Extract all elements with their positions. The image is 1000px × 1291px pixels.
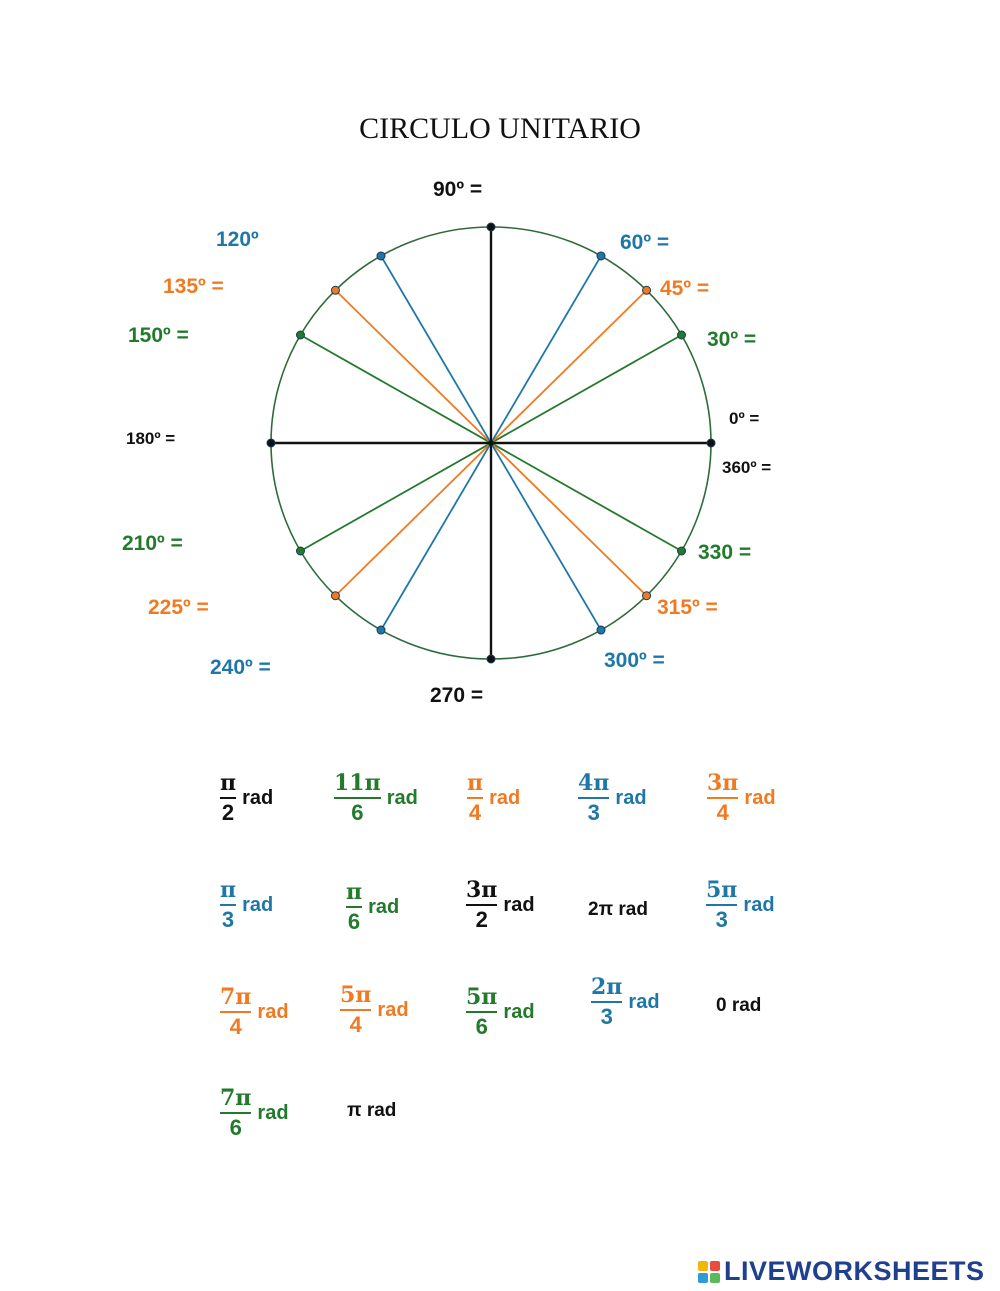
point-135-dot xyxy=(331,286,339,294)
point-0-dot xyxy=(707,439,715,447)
radian-unit: rad xyxy=(242,786,274,809)
radian-unit: rad xyxy=(503,893,535,916)
fraction-numerator: 11π xyxy=(334,770,381,796)
fraction-denominator: 3 xyxy=(600,1004,613,1029)
fraction-denominator: 6 xyxy=(351,800,364,825)
radian-item xyxy=(220,771,273,825)
radian-item xyxy=(588,899,648,921)
radian-unit: rad xyxy=(257,1101,289,1124)
radian-unit: rad xyxy=(503,1000,535,1023)
point-45-dot xyxy=(643,286,651,294)
radian-fraction xyxy=(578,771,609,825)
point-30-dot xyxy=(678,331,686,339)
fraction-bar xyxy=(466,1011,497,1013)
radian-unit: rad xyxy=(743,893,775,916)
page-title: CIRCULO UNITARIO xyxy=(359,112,641,145)
radian-fraction xyxy=(707,771,738,825)
point-60-dot xyxy=(597,252,605,260)
radian-item xyxy=(466,985,535,1039)
fraction-bar xyxy=(334,797,381,799)
radian-fraction xyxy=(706,878,737,932)
radian-item xyxy=(466,878,535,932)
origin-dot xyxy=(488,440,494,446)
radian-fraction xyxy=(340,983,371,1037)
fraction-bar xyxy=(707,797,738,799)
radian-fraction xyxy=(220,985,251,1039)
point-150-dot xyxy=(296,331,304,339)
fraction-numerator: 2π xyxy=(591,974,623,1000)
liveworksheets-logo xyxy=(698,1256,985,1287)
fraction-denominator: 4 xyxy=(229,1014,242,1039)
angle-label-330: 330 = xyxy=(698,541,752,564)
angle-label-225: 225º = xyxy=(148,596,209,619)
radian-fraction xyxy=(466,878,497,932)
radian-item xyxy=(578,771,647,825)
fraction-denominator: 6 xyxy=(229,1115,242,1140)
radian-item xyxy=(220,985,289,1039)
fraction-denominator: 6 xyxy=(347,909,361,934)
angle-label-90: 90º = xyxy=(433,178,483,201)
radian-fraction xyxy=(591,975,622,1029)
fraction-denominator: 3 xyxy=(587,800,600,825)
fraction-denominator: 3 xyxy=(715,907,728,932)
radian-fraction xyxy=(346,880,362,934)
fraction-denominator: 2 xyxy=(221,800,235,825)
radian-unit: rad xyxy=(628,990,660,1013)
radian-item xyxy=(591,975,660,1029)
fraction-numerator: 5π xyxy=(466,984,498,1010)
fraction-numerator: 4π xyxy=(578,770,610,796)
point-240-dot xyxy=(377,626,385,634)
logo-blocks-icon xyxy=(698,1261,720,1283)
angle-label-300: 300º = xyxy=(604,649,665,672)
angle-label-360: 360º = xyxy=(722,458,772,477)
angle-label-180: 180º = xyxy=(126,429,176,448)
fraction-bar xyxy=(346,906,362,908)
fraction-denominator: 4 xyxy=(349,1012,362,1037)
radian-text: π rad xyxy=(347,1100,397,1121)
fraction-numerator: 5π xyxy=(340,982,372,1008)
angle-label-30: 30º = xyxy=(707,328,757,351)
radian-item xyxy=(220,878,273,932)
radian-unit: rad xyxy=(368,895,400,918)
radian-item xyxy=(334,771,418,825)
fraction-numerator: 7π xyxy=(220,1085,252,1111)
point-90-dot xyxy=(487,223,495,231)
radian-text: 2π rad xyxy=(588,899,648,920)
fraction-bar xyxy=(220,797,236,799)
fraction-denominator: 4 xyxy=(716,800,729,825)
radian-unit: rad xyxy=(386,786,418,809)
fraction-bar xyxy=(466,904,497,906)
angle-label-135: 135º = xyxy=(163,275,224,298)
fraction-bar xyxy=(578,797,609,799)
angle-label-60: 60º = xyxy=(620,231,670,254)
angle-label-270: 270 = xyxy=(430,684,484,707)
radian-item xyxy=(220,1086,289,1140)
fraction-numerator: 7π xyxy=(220,984,252,1010)
fraction-bar xyxy=(220,1112,251,1114)
logo-text: LIVEWORKSHEETS xyxy=(724,1256,985,1286)
angle-label-240: 240º = xyxy=(210,656,271,679)
angle-label-150: 150º = xyxy=(128,324,189,347)
fraction-numerator: π xyxy=(467,770,484,796)
radian-item xyxy=(347,1100,396,1122)
point-330-dot xyxy=(678,547,686,555)
radian-fraction xyxy=(220,878,236,932)
fraction-numerator: 3π xyxy=(466,877,498,903)
radian-item xyxy=(707,771,776,825)
radian-unit: rad xyxy=(744,786,776,809)
point-180-dot xyxy=(267,439,275,447)
fraction-bar xyxy=(220,1011,251,1013)
fraction-numerator: π xyxy=(346,879,363,905)
angle-label-120: 120º xyxy=(216,228,259,251)
point-315-dot xyxy=(643,592,651,600)
point-210-dot xyxy=(296,547,304,555)
fraction-denominator: 3 xyxy=(221,907,235,932)
radian-fraction xyxy=(220,1086,251,1140)
fraction-bar xyxy=(467,797,483,799)
radian-fraction xyxy=(466,985,497,1039)
point-300-dot xyxy=(597,626,605,634)
fraction-numerator: π xyxy=(220,770,237,796)
radian-unit: rad xyxy=(489,786,521,809)
radian-fraction xyxy=(220,771,236,825)
point-270-dot xyxy=(487,655,495,663)
fraction-denominator: 6 xyxy=(475,1014,488,1039)
fraction-numerator: 5π xyxy=(706,877,738,903)
radian-item xyxy=(346,880,399,934)
fraction-numerator: 3π xyxy=(707,770,739,796)
radian-fraction xyxy=(467,771,483,825)
radian-item xyxy=(706,878,775,932)
angle-label-210: 210º = xyxy=(122,532,183,555)
fraction-denominator: 4 xyxy=(468,800,482,825)
radian-text: 0 rad xyxy=(716,995,762,1016)
fraction-bar xyxy=(340,1009,371,1011)
fraction-denominator: 2 xyxy=(475,907,488,932)
radian-unit: rad xyxy=(615,786,647,809)
radian-unit: rad xyxy=(242,893,274,916)
fraction-bar xyxy=(706,904,737,906)
radian-unit: rad xyxy=(257,1000,289,1023)
fraction-bar xyxy=(220,904,236,906)
angle-label-315: 315º = xyxy=(657,596,718,619)
angle-label-0: 0º = xyxy=(729,409,760,428)
point-225-dot xyxy=(331,592,339,600)
angle-label-45: 45º = xyxy=(660,277,710,300)
radian-item xyxy=(340,983,409,1037)
radian-item xyxy=(716,995,761,1017)
fraction-bar xyxy=(591,1001,622,1003)
radian-fraction xyxy=(334,771,381,825)
fraction-numerator: π xyxy=(220,877,237,903)
radian-unit: rad xyxy=(377,998,409,1021)
point-120-dot xyxy=(377,252,385,260)
radian-item xyxy=(467,771,520,825)
